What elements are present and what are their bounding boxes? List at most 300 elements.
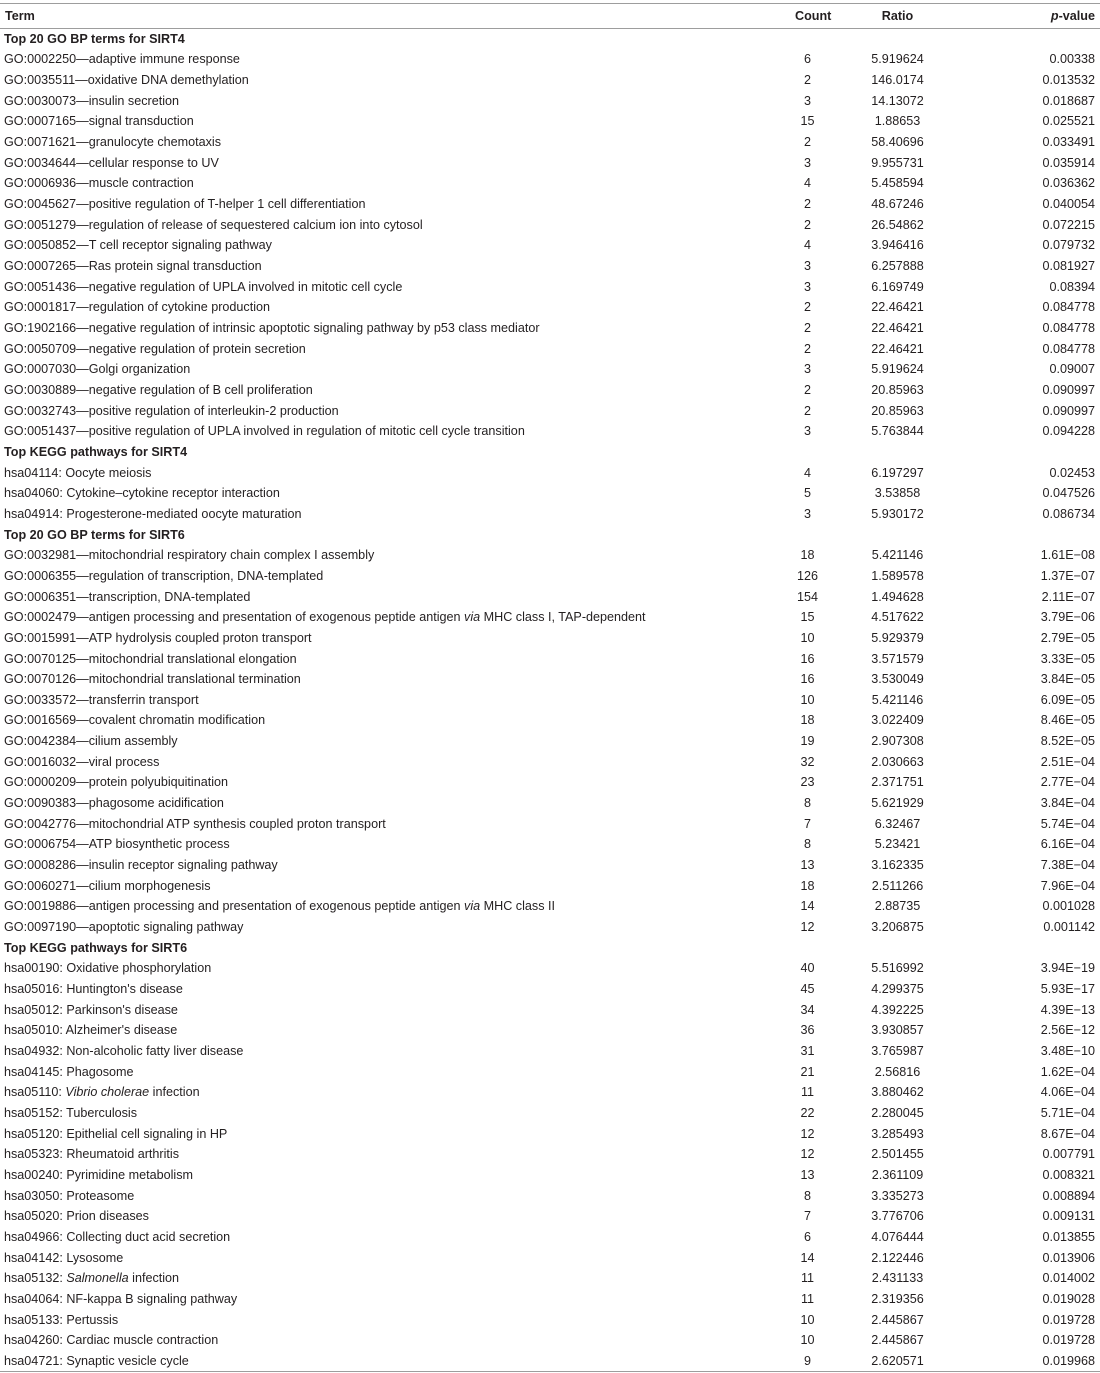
p-value-cell: 0.001142 (1043, 920, 1095, 935)
table-row (0, 855, 1100, 876)
ratio-cell: 2.620571 (820, 1351, 975, 1372)
term-cell: GO:0034644—cellular response to UV (4, 155, 219, 170)
enrichment-table (0, 3, 1100, 1372)
term-cell: hsa00190: Oxidative phosphorylation (4, 961, 212, 976)
term-cell: hsa05010: Alzheimer's disease (4, 1023, 178, 1038)
ratio-cell: 2.511266 (871, 878, 924, 893)
ratio-cell: 6.197297 (871, 465, 924, 480)
table-row (0, 813, 1100, 834)
term-cell: GO:0035511—oxidative DNA demethylation (4, 73, 249, 88)
table-row (0, 793, 1100, 814)
count-cell: 8 (803, 837, 811, 852)
table-row (0, 297, 1100, 318)
term-cell: hsa03050: Proteasome (4, 1188, 135, 1203)
table-row (0, 504, 1100, 525)
term-cell: hsa05012: Parkinson's disease (4, 1002, 178, 1017)
p-value-cell: 2.51E−04 (1040, 754, 1095, 769)
count-cell: 31 (800, 1043, 815, 1058)
term-cell: GO:0060271—cilium morphogenesis (4, 878, 211, 893)
table-row (0, 999, 1100, 1020)
p-value-cell: 0.081927 (1042, 259, 1095, 274)
count-cell: 7 (803, 816, 811, 831)
p-value-cell: 3.94E−19 (1040, 961, 1095, 976)
count-cell: 2 (803, 197, 811, 212)
p-value-cell: 0.009131 (1042, 1209, 1095, 1224)
section-title: Top KEGG pathways for SIRT4 (4, 444, 188, 459)
p-value-cell: 5.74E−04 (1040, 816, 1095, 831)
p-value-cell: 0.019728 (1042, 1312, 1095, 1327)
ratio-cell: 2.371751 (871, 775, 924, 790)
term-cell: GO:0007265—Ras protein signal transduction (4, 259, 262, 274)
table-row (0, 772, 1100, 793)
ratio-cell: 4.076444 (871, 1229, 924, 1244)
count-cell: 45 (800, 982, 815, 997)
term-cell: hsa04114: Oocyte meiosis (4, 465, 152, 480)
p-value-cell: 0.084778 (1042, 300, 1095, 315)
ratio-cell: 2.445867 (871, 1333, 924, 1348)
p-value-cell: 0.007791 (1042, 1147, 1095, 1162)
ratio-cell: 4.392225 (871, 1002, 924, 1017)
term-column-header: Term (0, 4, 700, 29)
p-value-cell: 2.56E−12 (1040, 1023, 1095, 1038)
table-row (0, 462, 1100, 483)
ratio-cell: 58.40696 (871, 135, 924, 150)
ratio-cell: 1.494628 (871, 589, 924, 604)
term-cell: GO:0070125—mitochondrial translational elongation (4, 651, 297, 666)
table-row (0, 545, 1100, 566)
count-cell: 11 (800, 1291, 815, 1306)
table-row (0, 111, 1100, 132)
table-row (0, 214, 1100, 235)
term-cell: GO:0042776—mitochondrial ATP synthesis coupled proton transport (4, 816, 386, 831)
ratio-cell: 2.445867 (871, 1312, 924, 1327)
p-value-cell: 2.79E−05 (1040, 630, 1095, 645)
table-row (0, 566, 1100, 587)
p-value-cell: 0.008894 (1042, 1188, 1095, 1203)
count-cell: 6 (803, 1229, 811, 1244)
p-value-cell: 7.96E−04 (1040, 878, 1095, 893)
term-cell: GO:0090383—phagosome acidification (4, 796, 224, 811)
term-cell: GO:0042384—cilium assembly (4, 734, 178, 749)
p-value-cell: 0.084778 (1042, 341, 1095, 356)
table-row (0, 1330, 1100, 1351)
term-cell: GO:0032981—mitochondrial respiratory chain complex I assembly (4, 548, 375, 563)
p-value-cell: 0.001028 (1042, 899, 1095, 914)
count-cell: 7 (803, 1209, 811, 1224)
p-value-column-header (975, 4, 1100, 29)
table-row (0, 1206, 1100, 1227)
count-cell: 23 (800, 775, 815, 790)
ratio-cell: 22.46421 (871, 341, 924, 356)
p-value-cell: 0.035914 (1042, 155, 1095, 170)
table-row (0, 421, 1100, 442)
p-value-cell: 0.084778 (1042, 321, 1095, 336)
ratio-cell: 5.621929 (871, 796, 924, 811)
count-cell: 21 (800, 1064, 815, 1079)
section-title: Top KEGG pathways for SIRT6 (4, 940, 188, 955)
count-cell: 10 (800, 1333, 815, 1348)
table-row (0, 1082, 1100, 1103)
table-row (0, 1020, 1100, 1041)
count-cell: 3 (803, 506, 811, 521)
count-cell: 12 (800, 920, 815, 935)
ratio-cell: 26.54862 (871, 217, 924, 232)
p-value-cell: 3.33E−05 (1040, 651, 1095, 666)
term-cell: GO:0007165—signal transduction (4, 114, 194, 129)
table-row (0, 1247, 1100, 1268)
p-value-cell: 0.047526 (1042, 486, 1095, 501)
term-cell: GO:0006355—regulation of transcription, DNA-templated (4, 568, 324, 583)
table-row (0, 751, 1100, 772)
table-row (0, 70, 1100, 91)
term-cell: GO:0019886—antigen processing and presentation of exogenous peptide antigen via MHC class II (4, 899, 555, 914)
ratio-cell: 22.46421 (871, 300, 924, 315)
table-row (0, 90, 1100, 111)
count-cell: 3 (803, 93, 811, 108)
table-row (0, 1227, 1100, 1248)
term-cell: hsa05020: Prion diseases (4, 1209, 149, 1224)
term-cell: GO:0002250—adaptive immune response (4, 52, 240, 67)
p-italic-label: p (1050, 9, 1059, 23)
ratio-cell: 3.206875 (871, 920, 924, 935)
table-row (0, 235, 1100, 256)
table-row (0, 669, 1100, 690)
ratio-cell: 22.46421 (871, 321, 924, 336)
p-value-cell: 0.008321 (1042, 1167, 1095, 1182)
p-value-cell: 0.072215 (1042, 217, 1095, 232)
term-cell: GO:0050709—negative regulation of protein secretion (4, 341, 306, 356)
ratio-cell: 6.257888 (871, 259, 924, 274)
count-cell: 22 (800, 1105, 815, 1120)
ratio-cell: 3.946416 (871, 238, 924, 253)
count-cell: 4 (803, 465, 811, 480)
table-row (0, 690, 1100, 711)
count-cell: 13 (800, 858, 815, 873)
term-cell: hsa05016: Huntington's disease (4, 982, 183, 997)
count-cell: 18 (800, 548, 815, 563)
table-row (0, 152, 1100, 173)
term-cell: hsa04260: Cardiac muscle contraction (4, 1333, 219, 1348)
ratio-cell: 2.319356 (871, 1291, 924, 1306)
ratio-cell: 20.85963 (871, 403, 924, 418)
count-cell: 15 (800, 610, 815, 625)
term-cell: hsa05110: Vibrio cholerae infection (4, 1085, 200, 1100)
p-value-cell: 0.086734 (1042, 506, 1095, 521)
p-value-cell: 5.93E−17 (1040, 982, 1095, 997)
count-cell: 2 (803, 73, 811, 88)
table-row (0, 1103, 1100, 1124)
ratio-cell: 5.919624 (871, 52, 924, 67)
table-row (0, 1144, 1100, 1165)
section-header-row (0, 442, 1100, 463)
count-cell: 2 (803, 341, 811, 356)
term-cell: GO:0050852—T cell receptor signaling pathway (4, 238, 272, 253)
count-cell: 32 (800, 754, 815, 769)
p-value-cell: 1.62E−04 (1040, 1064, 1095, 1079)
p-value-cell: 1.61E−08 (1040, 548, 1095, 563)
ratio-cell: 20.85963 (871, 382, 924, 397)
section-title: Top 20 GO BP terms for SIRT4 (4, 32, 185, 47)
table-row (0, 834, 1100, 855)
table-row (0, 1041, 1100, 1062)
ratio-cell: 4.299375 (871, 982, 924, 997)
term-cell: GO:0016569—covalent chromatin modification (4, 713, 266, 728)
count-cell: 15 (800, 114, 815, 129)
ratio-cell: 14.13072 (871, 93, 924, 108)
term-cell: hsa05132: Salmonella infection (4, 1271, 180, 1286)
ratio-cell: 5.458594 (871, 176, 924, 191)
table-row (0, 1165, 1100, 1186)
p-value-cell: 3.79E−06 (1040, 610, 1095, 625)
ratio-cell: 6.169749 (871, 279, 924, 294)
section-header-row (0, 937, 1100, 958)
table-row (0, 731, 1100, 752)
p-value-cell: 2.77E−04 (1040, 775, 1095, 790)
term-cell: hsa05323: Rheumatoid arthritis (4, 1147, 180, 1162)
ratio-cell: 3.776706 (871, 1209, 924, 1224)
ratio-cell: 5.421146 (871, 692, 924, 707)
term-cell: GO:0045627—positive regulation of T-helper 1 cell differentiation (4, 197, 366, 212)
count-cell: 8 (803, 796, 811, 811)
term-cell: GO:0006351—transcription, DNA-templated (4, 589, 251, 604)
table-row (0, 380, 1100, 401)
p-value-cell: 0.014002 (1042, 1271, 1095, 1286)
term-cell: hsa04142: Lysosome (4, 1250, 124, 1265)
p-value-cell: 0.013532 (1042, 73, 1095, 88)
table-row (0, 1185, 1100, 1206)
table-row (0, 875, 1100, 896)
count-cell: 14 (800, 899, 815, 914)
ratio-cell: 2.280045 (871, 1105, 924, 1120)
term-cell: GO:0006754—ATP biosynthetic process (4, 837, 230, 852)
ratio-cell: 5.516992 (871, 961, 924, 976)
ratio-cell: 3.930857 (871, 1023, 924, 1038)
ratio-cell: 5.763844 (871, 424, 924, 439)
p-value-cell: 0.019728 (1042, 1333, 1095, 1348)
table-body (0, 29, 1100, 1372)
ratio-cell: 4.517622 (871, 610, 924, 625)
p-value-cell: 0.090997 (1042, 403, 1095, 418)
count-cell: 2 (803, 300, 811, 315)
p-value-cell: 3.84E−05 (1040, 672, 1095, 687)
ratio-cell: 2.030663 (871, 754, 924, 769)
table-row (0, 318, 1100, 339)
p-value-cell: 7.38E−04 (1040, 858, 1095, 873)
term-cell: GO:0015991—ATP hydrolysis coupled proton transport (4, 630, 312, 645)
p-value-cell: 2.11E−07 (1041, 589, 1095, 604)
p-value-cell: 0.02453 (1049, 465, 1095, 480)
p-value-cell: 8.46E−05 (1040, 713, 1095, 728)
term-cell: hsa04932: Non-alcoholic fatty liver disease (4, 1043, 244, 1058)
section-title: Top 20 GO BP terms for SIRT6 (4, 527, 185, 542)
term-cell: GO:0051436—negative regulation of UPLA involved in mitotic cell cycle (4, 279, 403, 294)
term-cell: GO:0032743—positive regulation of interleukin-2 production (4, 403, 339, 418)
term-cell: hsa04721: Synaptic vesicle cycle (0, 1351, 700, 1372)
count-cell: 40 (800, 961, 815, 976)
count-cell: 2 (803, 135, 811, 150)
table-row (0, 256, 1100, 277)
ratio-cell: 5.919624 (871, 362, 924, 377)
ratio-cell: 6.32467 (874, 816, 921, 831)
section-header-row (0, 524, 1100, 545)
p-value-cell: 6.16E−04 (1040, 837, 1095, 852)
section-header-row (0, 29, 1100, 50)
table-row (0, 1123, 1100, 1144)
p-value-cell: 0.013906 (1042, 1250, 1095, 1265)
ratio-cell: 3.571579 (871, 651, 924, 666)
p-value-cell: 0.019028 (1042, 1291, 1095, 1306)
ratio-cell: 146.0174 (871, 73, 924, 88)
term-cell: hsa05133: Pertussis (4, 1312, 119, 1327)
p-value-cell: 8.67E−04 (1040, 1126, 1095, 1141)
table-row (0, 359, 1100, 380)
count-cell: 16 (800, 651, 815, 666)
table-header (0, 4, 1100, 29)
count-cell: 154 (796, 589, 818, 604)
ratio-cell: 2.907308 (871, 734, 924, 749)
count-cell: 9 (700, 1351, 820, 1372)
p-value-cell: 3.48E−10 (1040, 1043, 1095, 1058)
count-cell: 19 (800, 734, 815, 749)
table-row (0, 917, 1100, 938)
term-cell: hsa00240: Pyrimidine metabolism (4, 1167, 193, 1182)
table-row (0, 338, 1100, 359)
ratio-cell: 3.530049 (871, 672, 924, 687)
term-cell: GO:0030889—negative regulation of B cell proliferation (4, 382, 313, 397)
term-cell: hsa05120: Epithelial cell signaling in HP (4, 1126, 228, 1141)
ratio-cell: 9.955731 (871, 155, 924, 170)
ratio-cell: 48.67246 (871, 197, 924, 212)
table-row (0, 194, 1100, 215)
ratio-cell: 2.501455 (871, 1147, 924, 1162)
term-cell: GO:0051279—regulation of release of sequestered calcium ion into cytosol (4, 217, 423, 232)
ratio-cell: 2.431133 (871, 1271, 924, 1286)
count-cell: 126 (796, 568, 818, 583)
ratio-cell: 2.361109 (871, 1167, 924, 1182)
p-value-cell: 6.09E−05 (1040, 692, 1095, 707)
p-value-cell: 0.08394 (1049, 279, 1095, 294)
count-cell: 14 (800, 1250, 815, 1265)
term-cell: GO:1902166—negative regulation of intrinsic apoptotic signaling pathway by p53 class mediator (4, 321, 540, 336)
table-row (0, 710, 1100, 731)
ratio-cell: 3.285493 (871, 1126, 924, 1141)
term-cell: GO:0007030—Golgi organization (4, 362, 191, 377)
term-cell: GO:0071621—granulocyte chemotaxis (4, 135, 222, 150)
count-cell: 18 (800, 713, 815, 728)
count-cell: 4 (803, 176, 811, 191)
count-cell: 10 (800, 1312, 815, 1327)
table-row (0, 400, 1100, 421)
count-cell: 5 (803, 486, 811, 501)
p-value-cell: 0.079732 (1042, 238, 1095, 253)
count-cell: 12 (800, 1126, 815, 1141)
term-cell: hsa04966: Collecting duct acid secretion (4, 1229, 231, 1244)
count-cell: 3 (803, 155, 811, 170)
count-column-header: Count (700, 4, 820, 29)
count-cell: 11 (800, 1271, 815, 1286)
ratio-cell: 5.929379 (871, 630, 924, 645)
ratio-cell: 2.56816 (874, 1064, 921, 1079)
p-value-cell: 0.09007 (1049, 362, 1095, 377)
p-value-cell: 4.39E−13 (1040, 1002, 1095, 1017)
count-cell: 12 (800, 1147, 815, 1162)
p-value-cell: 0.033491 (1042, 135, 1095, 150)
ratio-cell: 5.23421 (874, 837, 921, 852)
table-row (0, 628, 1100, 649)
count-cell: 13 (800, 1167, 815, 1182)
term-cell: GO:0070126—mitochondrial translational termination (4, 672, 301, 687)
ratio-cell: 5.421146 (871, 548, 924, 563)
ratio-cell: 3.765987 (871, 1043, 924, 1058)
p-value-cell: 0.094228 (1042, 424, 1095, 439)
term-cell: GO:0097190—apoptotic signaling pathway (4, 920, 244, 935)
table-row (0, 979, 1100, 1000)
count-cell: 3 (803, 362, 811, 377)
table-row (0, 1309, 1100, 1330)
table-row (0, 1289, 1100, 1310)
p-value-cell: 1.37E−07 (1040, 568, 1095, 583)
ratio-cell: 3.53858 (874, 486, 921, 501)
term-cell: hsa04064: NF-kappa B signaling pathway (4, 1291, 238, 1306)
term-cell: GO:0001817—regulation of cytokine production (4, 300, 271, 315)
ratio-cell: 2.122446 (871, 1250, 924, 1265)
ratio-cell: 1.589578 (871, 568, 924, 583)
ratio-column-header: Ratio (820, 4, 975, 29)
ratio-cell: 2.88735 (874, 899, 921, 914)
count-cell: 2 (803, 217, 811, 232)
p-value-cell: 8.52E−05 (1040, 734, 1095, 749)
table-row (0, 132, 1100, 153)
table-row (0, 586, 1100, 607)
p-value-cell: 0.00338 (1049, 52, 1095, 67)
count-cell: 3 (803, 424, 811, 439)
table-row (0, 1268, 1100, 1289)
count-cell: 10 (800, 692, 815, 707)
count-cell: 4 (803, 238, 811, 253)
p-value-cell: 0.025521 (1042, 114, 1095, 129)
count-cell: 34 (800, 1002, 815, 1017)
p-value-cell: 0.018687 (1042, 93, 1095, 108)
ratio-cell: 3.162335 (871, 858, 924, 873)
p-value-cell: 0.036362 (1042, 176, 1095, 191)
term-cell: GO:0008286—insulin receptor signaling pathway (4, 858, 278, 873)
count-cell: 2 (803, 382, 811, 397)
ratio-cell: 3.335273 (871, 1188, 924, 1203)
count-cell: 11 (800, 1085, 815, 1100)
table-row (0, 49, 1100, 70)
term-cell: hsa04914: Progesterone-mediated oocyte maturation (4, 506, 302, 521)
header-row (0, 4, 1100, 29)
term-cell: GO:0051437—positive regulation of UPLA involved in regulation of mitotic cell cycle transition (4, 424, 525, 439)
count-cell: 36 (800, 1023, 815, 1038)
ratio-cell: 3.022409 (871, 713, 924, 728)
count-cell: 3 (803, 279, 811, 294)
term-cell: GO:0030073—insulin secretion (4, 93, 180, 108)
count-cell: 18 (800, 878, 815, 893)
ratio-cell: 5.930172 (871, 506, 924, 521)
count-cell: 2 (803, 403, 811, 418)
term-cell: GO:0006936—muscle contraction (4, 176, 194, 191)
term-cell: GO:0033572—transferrin transport (4, 692, 199, 707)
p-value-suffix-label: -value (1058, 9, 1095, 23)
table-row (0, 607, 1100, 628)
term-cell: hsa04145: Phagosome (4, 1064, 134, 1079)
term-cell: GO:0016032—viral process (4, 754, 160, 769)
p-value-cell: 5.71E−04 (1040, 1105, 1095, 1120)
table-row (0, 1351, 1100, 1372)
table-row (0, 1061, 1100, 1082)
term-cell: GO:0002479—antigen processing and presentation of exogenous peptide antigen via MHC class I, TAP-dependent (4, 610, 646, 625)
